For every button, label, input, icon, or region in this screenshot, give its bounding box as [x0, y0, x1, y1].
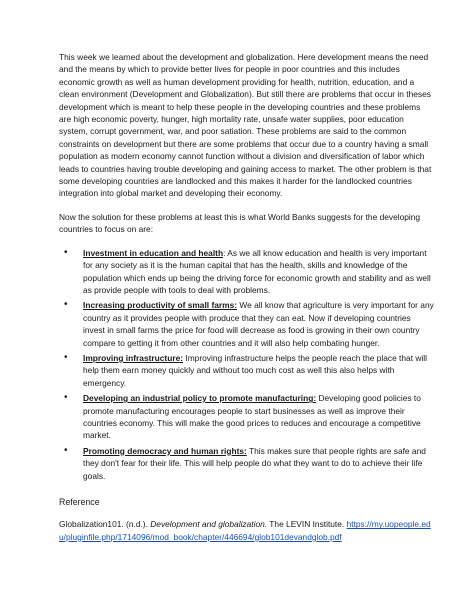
reference-entry	[59, 518, 434, 543]
reference-heading: Reference	[59, 497, 100, 507]
bullet-icon: •	[64, 246, 68, 258]
bullet-icon: •	[64, 392, 68, 404]
list-item-democracy	[64, 444, 434, 482]
reference-link[interactable]: https://my.uopeople.edu/pluginfile.php/1714096/mod_book/chapter/446694/glob101devandglob.pdf	[59, 519, 431, 542]
bullet-icon: •	[64, 351, 68, 363]
bullet-heading: Improving infrastructure:	[83, 352, 184, 363]
solution-intro-paragraph: Now the solution for these problems at least this is what World Banks suggests for the developing countries to focus on are:	[59, 211, 421, 235]
bullet-icon: •	[64, 444, 68, 456]
bullet-text: : As we all know education and health is very important for any society as it is the human capital that has the health, skills and knowledge of the population which ends up being the driving force for economic growth and stability and as well as provide people with tools to deal with problems.	[83, 247, 431, 295]
solutions-list	[59, 247, 434, 482]
reference-prefix: Globalization101. (n.d.).	[59, 519, 151, 530]
reference-title: Development and globalization.	[150, 519, 268, 530]
bullet-text: Developing good policies to promote manufacturing encourages people to start businesses as well as improve their countries economy. This will make the good prices to reduces and encourage a competitive market.	[83, 393, 421, 441]
bullet-heading: Promoting democracy and human rights:	[83, 445, 247, 456]
list-item-industrial-policy	[64, 392, 434, 442]
list-item-infrastructure	[64, 351, 434, 389]
bullet-heading: Investment in education and health	[83, 247, 224, 258]
bullet-text: Improving infrastructure helps the people reach the place that will help them earn money quickly and without too much cost as well this also helps with emergency.	[83, 352, 427, 388]
list-item-education-health	[64, 246, 434, 297]
bullet-icon: •	[64, 299, 68, 311]
bullet-text: This makes sure that people rights are safe and they don't fear for their life. This will help people do what they want to do to achieve their life goals.	[83, 445, 426, 481]
list-item-small-farms	[64, 299, 434, 349]
bullet-text: We all know that agriculture is very important for any country as it provides people with produce that they can eat. Now if developing countries invest in small farms the price for food will decrease as food is growing in their own country compare to getting it from other countries and it will also help combating hunger.	[83, 300, 434, 348]
bullet-heading: Increasing productivity of small farms:	[83, 300, 238, 311]
reference-middle: The LEVIN Institute.	[267, 519, 347, 530]
bullet-heading: Developing an industrial policy to promote manufacturing:	[83, 393, 317, 404]
intro-paragraph: This week we learned about the development and globalization. Here development means the need and the means by which to provide better lives for people in poor countries and this includes economic growth as well as human development providing for health, nutrition, education, and a clean environment (Development and Globalization). But still there are problems that occur in theses development which is meant to help these people in the developing countries and these problems are high economic poverty, hunger, high mortality rate, unsafe water supplies, poor education system, corrupt government, war, and poor satiation. These problems are said to the common constraints on development but there are some problems that occur due to a country having a small population as modern economy cannot function without a division and diversification of labor which leads to countries having trouble developing and gaining access to market. The other problem is that some developing countries are landlocked and this makes it harder for the landlocked countries integration into global market and developing their economy.	[59, 52, 432, 199]
